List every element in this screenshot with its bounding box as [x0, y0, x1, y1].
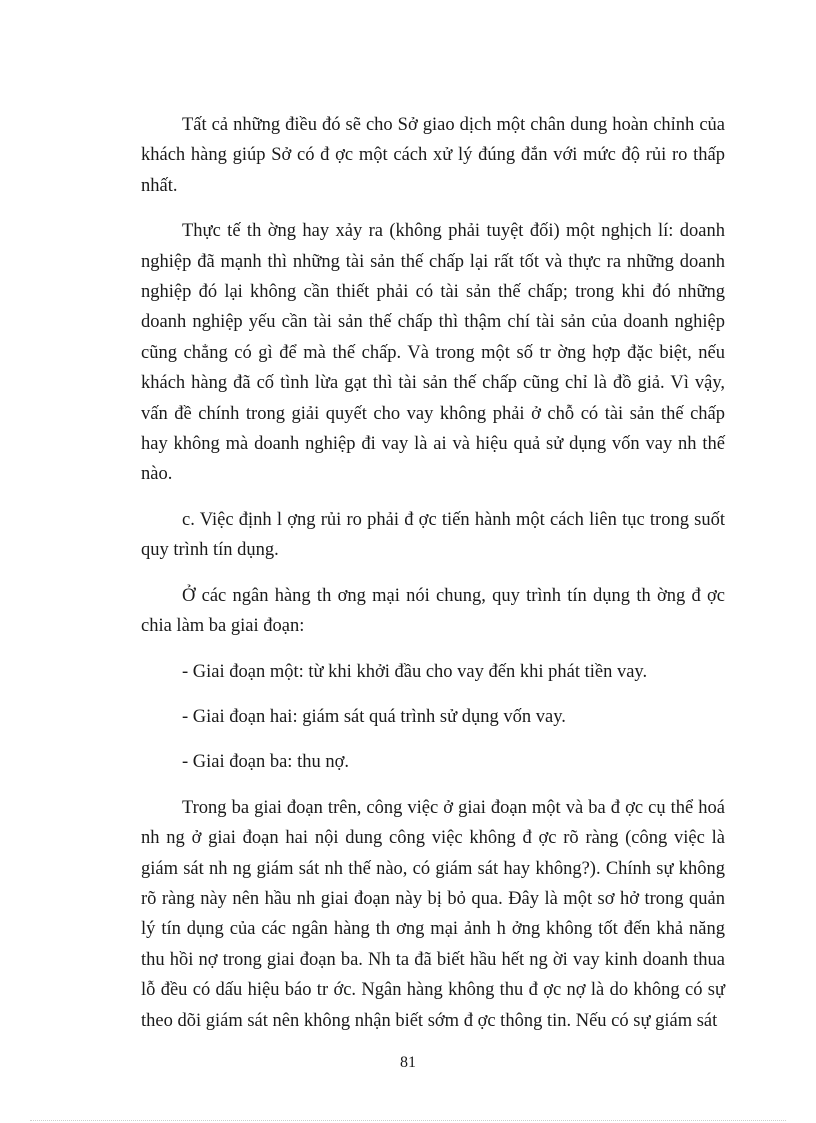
list-item: - Giai đoạn ba: thu nợ.: [182, 752, 349, 773]
paragraph: Thực tế th ờng hay xảy ra (không phải tuyệt đối) một nghịch lí: doanh nghiệp đã mạnh thì những tài sản thế chấp lại rất tốt và thực ra những doanh nghiệp đó lại không cần thiết phải có tài sản thế chấp; trong khi đó những doanh nghiệp yếu cần tài sản thế chấp thì thậm chí tài sản của doanh nghiệp cũng chẳng có gì để mà thế chấp. Và trong một số tr ờng hợp đặc biệt, nếu khách hàng đã cố tình lừa gạt thì tài sản thế chấp cũng chỉ là đồ giả. Vì vậy, vấn đề chính trong giải quyết cho vay không phải ở chỗ có tài sản thế chấp hay không mà doanh nghiệp đi vay là ai và hiệu quả sử dụng vốn vay nh thế nào.: [141, 221, 725, 485]
page-body: [141, 110, 725, 1051]
list-item: - Giai đoạn hai: giám sát quá trình sử dụng vốn vay.: [182, 706, 566, 727]
paragraph: Trong ba giai đoạn trên, công việc ở giai đoạn một và ba đ ợc cụ thể hoá nh ng ở giai đoạn hai nội dung công việc không đ ợc rõ ràng (công việc là giám sát nh ng giám sát nh thế nào, có giám sát hay không?). Chính sự không rõ ràng này nên hầu nh giai đoạn này bị bỏ qua. Đây là một sơ hở trong quản lý tín dụng của các ngân hàng th ơng mại ảnh h ởng không tốt đến khả năng thu hồi nợ trong giai đoạn ba. Nh ta đã biết hầu hết ng ời vay kinh doanh thua lỗ đều có dấu hiệu báo tr ớc. Ngân hàng không thu đ ợc nợ là do không có sự theo dõi giám sát nên không nhận biết sớm đ ợc thông tin. Nếu có sự giám sát: [141, 797, 725, 1031]
list-item: - Giai đoạn một: từ khi khởi đầu cho vay đến khi phát tiền vay.: [182, 661, 648, 682]
page-number: 81: [400, 1054, 416, 1071]
paragraph: c. Việc định l ợng rủi ro phải đ ợc tiến hành một cách liên tục trong suốt quy trình tín dụng.: [141, 509, 725, 561]
paragraph: Ở các ngân hàng th ơng mại nói chung, quy trình tín dụng th ờng đ ợc chia làm ba giai đoạn:: [141, 585, 725, 637]
paragraph: Tất cả những điều đó sẽ cho Sở giao dịch một chân dung hoàn chỉnh của khách hàng giúp Sở có đ ợc một cách xử lý đúng đắn với mức độ rủi ro thấp nhất.: [141, 115, 725, 196]
page-bottom-divider: [30, 1120, 786, 1121]
